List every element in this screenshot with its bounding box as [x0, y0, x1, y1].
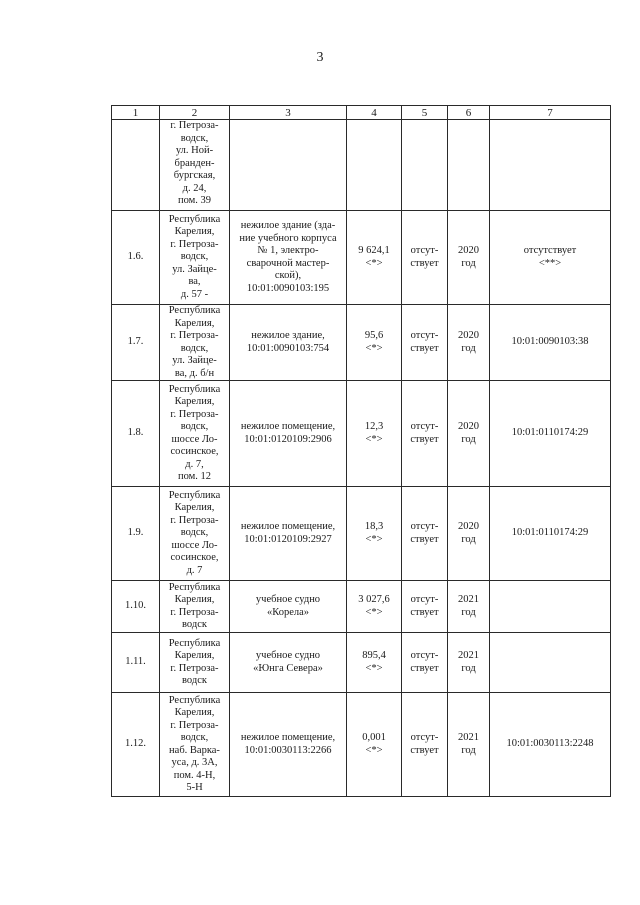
item-number-cell	[112, 120, 160, 211]
land-plot-number: отсутствует <**>	[523, 245, 577, 269]
area: 95,6 <*>	[364, 330, 384, 354]
object-description: нежилое помещение, 10:01:0030113:2266	[240, 732, 336, 756]
encumbrance: отсут- ствует	[410, 650, 439, 674]
year-cell	[448, 120, 490, 211]
table-header-row	[112, 106, 611, 120]
encumbrance: отсут- ствует	[410, 521, 439, 545]
encumbrance: отсут- ствует	[410, 732, 439, 756]
object-description-cell	[230, 211, 347, 305]
object-description-cell	[230, 633, 347, 693]
address: Республика Карелия, г. Петроза- водск, ул. Зайце- ва, д. 57 -	[168, 213, 221, 300]
object-description-cell	[230, 693, 347, 797]
table-row	[112, 693, 611, 797]
land-plot-number-cell	[490, 693, 611, 797]
address: Республика Карелия, г. Петроза- водск, шоссе Ло- сосинское, д. 7, пом. 12	[168, 383, 221, 482]
area-cell	[347, 381, 402, 487]
encumbrance-cell	[402, 381, 448, 487]
address: г. Петроза- водск, ул. Ной- бранден- бургская, д. 24, пом. 39	[170, 120, 219, 206]
address-cell	[160, 211, 230, 305]
year-cell	[448, 211, 490, 305]
area: 12,3 <*>	[364, 421, 384, 445]
table-row	[112, 211, 611, 305]
page-number: 3	[316, 50, 324, 65]
year: 2020 год	[458, 421, 479, 445]
year-cell	[448, 381, 490, 487]
item-number: 1.11.	[125, 656, 146, 668]
area-cell	[347, 581, 402, 633]
encumbrance: отсут- ствует	[410, 594, 439, 618]
area-cell	[347, 305, 402, 381]
year: 2021 год	[458, 732, 479, 756]
table-row	[112, 305, 611, 381]
table-row	[112, 487, 611, 581]
property-registry-table	[111, 105, 611, 797]
area: 18,3 <*>	[364, 521, 384, 545]
address: Республика Карелия, г. Петроза- водск, наб. Варка- уса, д. 3А, пом. 4-Н, 5-Н	[168, 694, 221, 793]
area-cell	[347, 120, 402, 211]
object-description: нежилое здание (зда- ние учебного корпуса № 1, электро- сварочной мастер- ской), 10:01:0090103:195	[239, 220, 337, 294]
column-header-7: 7	[490, 106, 611, 120]
year-cell	[448, 633, 490, 693]
year-cell	[448, 305, 490, 381]
item-number: 1.6.	[127, 251, 144, 263]
land-plot-number-cell	[490, 581, 611, 633]
object-description-cell	[230, 581, 347, 633]
column-header-4: 4	[347, 106, 402, 120]
address-cell	[160, 305, 230, 381]
land-plot-number: 10:01:0110174:29	[511, 427, 589, 439]
encumbrance-cell	[402, 305, 448, 381]
land-plot-number-cell	[490, 305, 611, 381]
year: 2021 год	[458, 650, 479, 674]
item-number: 1.8.	[127, 427, 144, 439]
object-description: нежилое помещение, 10:01:0120109:2906	[240, 421, 336, 445]
year: 2020 год	[458, 330, 479, 354]
land-plot-number: 10:01:0090103:38	[511, 336, 589, 348]
item-number: 1.9.	[127, 527, 144, 539]
address: Республика Карелия, г. Петроза- водск	[168, 637, 221, 686]
address-cell	[160, 120, 230, 211]
object-description: нежилое помещение, 10:01:0120109:2927	[240, 521, 336, 545]
encumbrance-cell	[402, 693, 448, 797]
address-cell	[160, 693, 230, 797]
address: Республика Карелия, г. Петроза- водск, ул. Зайце- ва, д. б/н	[168, 305, 221, 379]
item-number-cell	[112, 581, 160, 633]
year-cell	[448, 487, 490, 581]
land-plot-number: 10:01:0110174:29	[511, 527, 589, 539]
item-number: 1.10.	[125, 600, 146, 612]
object-description-cell	[230, 305, 347, 381]
column-header-3: 3	[230, 106, 347, 120]
column-header-1: 1	[112, 106, 160, 120]
encumbrance: отсут- ствует	[410, 421, 439, 445]
address-cell	[160, 381, 230, 487]
column-header-6: 6	[448, 106, 490, 120]
object-description: нежилое здание, 10:01:0090103:754	[246, 330, 330, 354]
address-cell	[160, 487, 230, 581]
year-cell	[448, 581, 490, 633]
encumbrance: отсут- ствует	[410, 245, 439, 269]
land-plot-number-cell	[490, 211, 611, 305]
object-description-cell	[230, 487, 347, 581]
encumbrance-cell	[402, 633, 448, 693]
table-row	[112, 381, 611, 487]
address: Республика Карелия, г. Петроза- водск, шоссе Ло- сосинское, д. 7	[168, 489, 221, 576]
area: 895,4 <*>	[362, 650, 386, 674]
item-number-cell	[112, 693, 160, 797]
object-description-cell	[230, 381, 347, 487]
item-number: 1.7.	[127, 336, 144, 348]
area: 3 027,6 <*>	[358, 594, 390, 618]
item-number-cell	[112, 305, 160, 381]
item-number-cell	[112, 211, 160, 305]
item-number-cell	[112, 381, 160, 487]
item-number-cell	[112, 633, 160, 693]
object-description-cell	[230, 120, 347, 211]
column-header-2: 2	[160, 106, 230, 120]
year: 2020 год	[458, 521, 479, 545]
area-cell	[347, 487, 402, 581]
encumbrance: отсут- ствует	[410, 330, 439, 354]
land-plot-number: 10:01:0030113:2248	[506, 738, 594, 750]
table-row	[112, 633, 611, 693]
address: Республика Карелия, г. Петроза- водск	[168, 581, 221, 630]
item-number-cell	[112, 487, 160, 581]
table-row	[112, 581, 611, 633]
encumbrance-cell	[402, 581, 448, 633]
area-cell	[347, 211, 402, 305]
area-cell	[347, 693, 402, 797]
year-cell	[448, 693, 490, 797]
object-description: учебное судно «Корела»	[255, 594, 321, 618]
area-cell	[347, 633, 402, 693]
address-cell	[160, 633, 230, 693]
encumbrance-cell	[402, 487, 448, 581]
table-row	[112, 120, 611, 211]
year: 2020 год	[458, 245, 479, 269]
area: 0,001 <*>	[362, 732, 386, 756]
column-header-5: 5	[402, 106, 448, 120]
encumbrance-cell	[402, 120, 448, 211]
land-plot-number-cell	[490, 487, 611, 581]
address-cell	[160, 581, 230, 633]
object-description: учебное судно «Юнга Севера»	[253, 650, 323, 674]
item-number: 1.12.	[125, 738, 146, 750]
year: 2021 год	[458, 594, 479, 618]
land-plot-number-cell	[490, 381, 611, 487]
land-plot-number-cell	[490, 120, 611, 211]
encumbrance-cell	[402, 211, 448, 305]
land-plot-number-cell	[490, 633, 611, 693]
area: 9 624,1 <*>	[358, 245, 390, 269]
